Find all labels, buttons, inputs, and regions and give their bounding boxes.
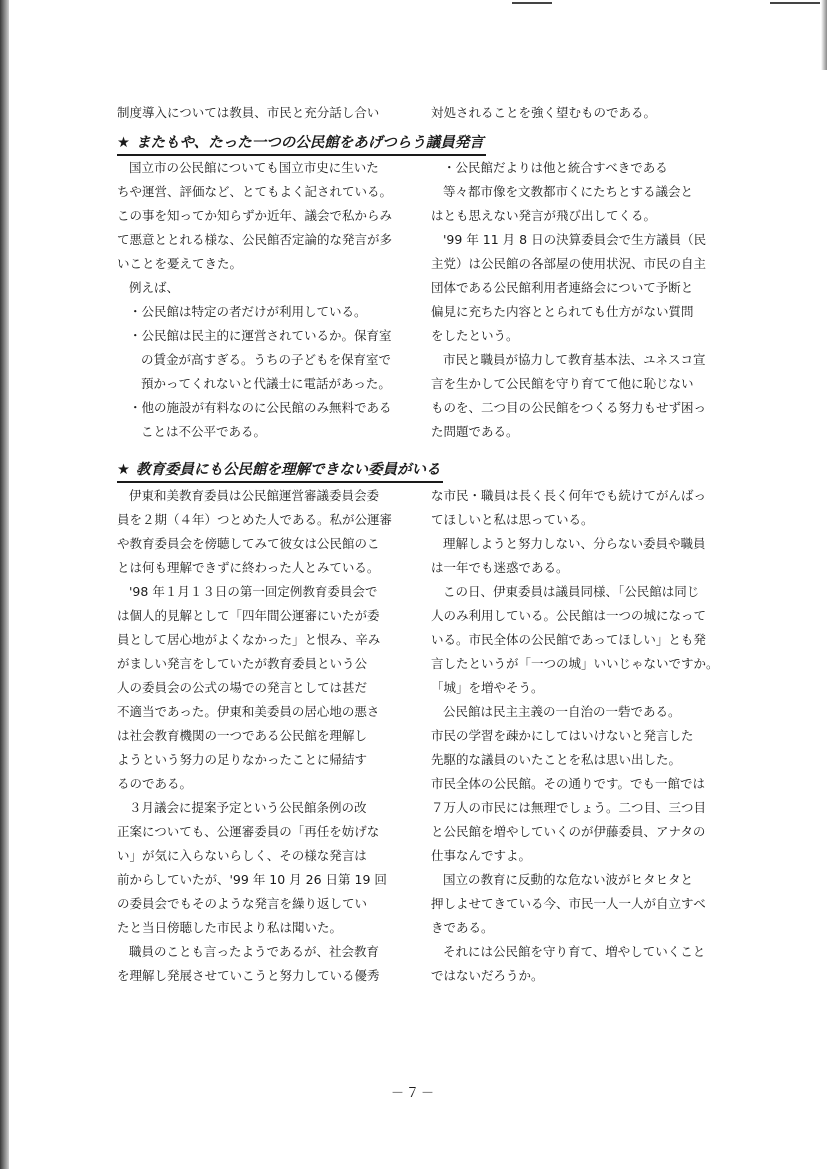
text-line: 国立市の公民館についても国立市史に生いた xyxy=(129,160,379,175)
text-line: 前からしていたが、'99 年 10 月 26 日第 19 回 xyxy=(117,872,387,887)
section-1-left-column xyxy=(117,156,409,444)
scan-mark xyxy=(770,2,820,4)
text-line: 「城」を増やそう。 xyxy=(431,680,544,695)
text-line: 正案についても、公運審委員の「再任を妨げな xyxy=(117,824,380,839)
text-line: 仕事なんですよ。 xyxy=(431,848,532,863)
text-line: と公民館を増やしていくのが伊藤委員、アナタの xyxy=(431,824,706,839)
text-line: いる。市民全体の公民館であってほしい」とも発 xyxy=(431,632,706,647)
scan-corner-shadow xyxy=(821,0,827,70)
text-line: の委員会でもそのような発言を繰り返してい xyxy=(117,896,368,911)
text-line: 市民と職員が協力して教育基本法、ユネスコ宣 xyxy=(443,352,706,367)
text-line: 主党）は公民館の各部屋の使用状況、市民の自主 xyxy=(431,256,707,271)
text-line: 理解しようと努力しない、分らない委員や職員 xyxy=(443,536,706,551)
text-line: ものを、二つ目の公民館をつくる努力もせず困っ xyxy=(431,400,707,415)
text-line: 職員のことも言ったようであるが、社会教育 xyxy=(129,944,380,959)
text-line: 市民全体の公民館。その通りです。でも一館では xyxy=(431,776,706,791)
page-number: －７－ xyxy=(390,1086,436,1101)
text-line: 偏見に充ちた内容ととられても仕方がない質問 xyxy=(431,304,694,319)
star-icon: ★ xyxy=(117,135,130,151)
text-line: '99 年 11 月 8 日の決算委員会で生方議員（民 xyxy=(443,232,707,247)
text-line: きである。 xyxy=(431,920,494,935)
text-line: てほしいと私は思っている。 xyxy=(431,512,594,527)
text-line: 公民館は民主主義の一自治の一砦である。 xyxy=(443,704,681,719)
text-line: 例えば、 xyxy=(129,280,180,295)
text-line: 人の委員会の公式の場での発言としては甚だ xyxy=(117,680,368,695)
text-line: ３月議会に提案予定という公民館条例の改 xyxy=(129,800,367,815)
text-line: 員として居心地がよくなかった」と恨み、辛み xyxy=(117,632,381,647)
text-line: いことを憂えてきた。 xyxy=(117,256,243,271)
text-line: ではないだろうか。 xyxy=(431,968,544,983)
text-line: 等々都市像を文教都市くにたちとする議会と xyxy=(443,184,694,199)
text-line: ことは不公平である。 xyxy=(141,424,267,439)
text-line: 員を２期（４年）つとめた人である。私が公運審 xyxy=(117,512,393,527)
text-line: 押しよせてきている今、市民一人一人が自立すべ xyxy=(431,896,706,911)
text-line: とは何も理解できずに終わった人とみている。 xyxy=(117,560,380,575)
text-line: 不適当であった。伊東和美委員の居心地の悪さ xyxy=(117,704,380,719)
text-line: い」が気に入らないらしく、その様な発言は xyxy=(117,848,367,863)
text-line: 言したというが「一つの城」いいじゃないですか。 xyxy=(431,656,719,671)
section-2-right-column xyxy=(431,484,723,988)
text-line: て悪意ととれる様な、公民館否定論的な発言が多 xyxy=(117,232,393,247)
intro-right xyxy=(431,101,723,125)
text-line: ・他の施設が有料なのに公民館のみ無料である xyxy=(129,400,392,415)
text-line: を理解し発展させていこうと努力している優秀 xyxy=(117,968,380,983)
section-1-heading xyxy=(117,132,486,156)
text-line: や教育委員会を傍聴してみて彼女は公民館のこ xyxy=(117,536,380,551)
text-line: 先駆的な議員のいたことを私は思い出した。 xyxy=(431,752,682,767)
text-line: ・公民館だよりは他と統合すべきである xyxy=(443,160,668,175)
scan-mark xyxy=(512,2,552,4)
text-line: な市民・職員は長く長く何年でも続けてがんばっ xyxy=(431,488,707,503)
text-line: 制度導入については教員、市民と充分話し合い xyxy=(117,105,380,120)
text-line: は個人的見解として「四年間公運審にいたが委 xyxy=(117,608,380,623)
text-line: それには公民館を守り育て、増やしていくこと xyxy=(443,944,706,959)
text-line: 人のみ利用している。公民館は一つの城になって xyxy=(431,608,707,623)
text-line: ちや運営、評価など、とてもよく記されている。 xyxy=(117,184,393,199)
text-line: 対処されることを強く望むものである。 xyxy=(431,105,657,120)
text-line: この日、伊東委員は議員同様、「公民館は同じ xyxy=(443,584,700,599)
scan-left-edge xyxy=(0,0,9,1169)
text-line: の賃金が高すぎる。うちの子どもを保育室で xyxy=(141,352,392,367)
text-line: るのである。 xyxy=(117,776,193,791)
section-2-heading xyxy=(117,459,443,483)
text-line: 言を生かして公民館を守り育てて他に恥じない xyxy=(431,376,694,391)
text-line: は一年でも迷惑である。 xyxy=(431,560,569,575)
section-1-right-column xyxy=(431,156,723,444)
text-line: は社会教育機関の一つである公民館を理解し xyxy=(117,728,368,743)
text-line: ７万人の市民には無理でしょう。二つ目、三つ目 xyxy=(431,800,707,815)
section-1-title: またもや、たった一つの公民館をあげつらう議員発言 xyxy=(136,135,484,151)
text-line: たと当日傍聴した市民より私は聞いた。 xyxy=(117,920,343,935)
text-line: 国立の教育に反動的な危ない波がヒタヒタと xyxy=(443,872,694,887)
text-line: ・公民館は民主的に運営されているか。保育室 xyxy=(129,328,392,343)
text-line: 市民の学習を疎かにしてはいけないと発言した xyxy=(431,728,694,743)
text-line: がましい発言をしていたが教育委員という公 xyxy=(117,656,368,671)
section-2-title: 教育委員にも公民館を理解できない委員がいる xyxy=(136,462,441,478)
section-2-left-column xyxy=(117,484,409,988)
star-icon: ★ xyxy=(117,462,130,478)
text-line: はとも思えない発言が飛び出してくる。 xyxy=(431,208,657,223)
text-line: をしたという。 xyxy=(431,328,519,343)
text-line: '98 年１月１３日の第一回定例教育委員会で xyxy=(129,584,378,599)
text-line: 団体である公民館利用者連絡会について予断と xyxy=(431,280,694,295)
intro-left xyxy=(117,101,409,125)
text-line: 伊東和美教育委員は公民館運営審議委員会委 xyxy=(129,488,380,503)
text-line: ・公民館は特定の者だけが利用している。 xyxy=(129,304,367,319)
text-line: 預かってくれないと代議士に電話があった。 xyxy=(141,376,391,391)
text-line: ようという努力の足りなかったことに帰結す xyxy=(117,752,368,767)
text-line: た問題である。 xyxy=(431,424,519,439)
text-line: この事を知ってか知らずか近年、議会で私からみ xyxy=(117,208,393,223)
